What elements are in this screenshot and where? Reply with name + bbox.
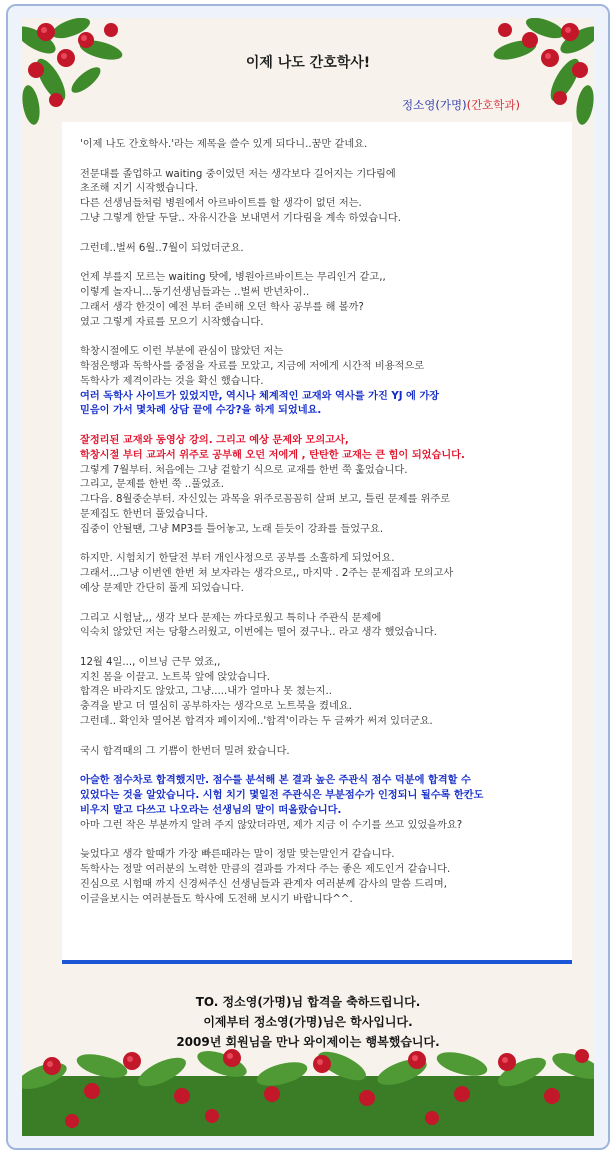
page-frame xyxy=(6,4,610,1150)
body-line: 여러 독학사 사이트가 있었지만, 역시나 체계적인 교재와 역사를 가진 YJ 에 가장 xyxy=(80,390,440,402)
body-line: 그리고, 문제를 한번 쭉 ..풀었죠. xyxy=(80,479,224,491)
body-line: 익숙치 않았던 저는 당황스러웠고, 이번에는 떨어 졌구나.. 라고 생각 했었습니다. xyxy=(80,627,438,639)
congrats-line: 2009년 회원님을 만나 와이제이는 행복했습니다. xyxy=(176,1035,440,1049)
congratulations-message xyxy=(22,992,594,1052)
body-paragraph xyxy=(80,242,562,257)
body-line: 그래서 생각 한것이 예전 부터 준비해 오던 학사 공부를 해 볼까? xyxy=(80,301,364,313)
body-paragraph xyxy=(80,656,562,730)
body-line: 독학사가 제격이라는 것을 확신 했습니다. xyxy=(80,375,264,387)
body-line: 예상 문제만 간단히 풀게 되었습니다. xyxy=(80,582,244,594)
body-line: 믿음이 가서 몇차례 상담 끝에 수강?을 하게 되었네요. xyxy=(80,405,322,417)
body-line: 아마 그런 작은 부분까지 알려 주지 않았더라면, 제가 지금 이 수기를 쓰고 있었을까요? xyxy=(80,819,463,831)
author-department: (간호학과) xyxy=(466,98,520,112)
body-line: 국시 합격때의 그 기쁨이 한번더 밀려 왔습니다. xyxy=(80,745,290,757)
body-line: 하지만. 시험치기 한달전 부터 개인사정으로 공부를 소홀하게 되었어요. xyxy=(80,553,395,565)
body-line: 잘정리된 교재와 동영상 강의. 그리고 예상 문제와 모의고사, xyxy=(80,434,349,446)
body-paragraph xyxy=(80,848,562,907)
body-line: 비우지 말고 다쓰고 나오라는 선생님의 말이 떠올랐습니다. xyxy=(80,804,342,816)
body-line: 늦었다고 생각 할때가 가장 빠른때라는 말이 정말 맞는말인거 같습니다. xyxy=(80,849,395,861)
body-line: '이제 나도 간호학사.'라는 제목을 쓸수 있게 되다니..꿈만 같네요. xyxy=(80,139,368,150)
author-line xyxy=(402,97,520,113)
body-line: 합격은 바라지도 않았고, 그냥.....내가 얼마나 못 쳤는지.. xyxy=(80,686,332,698)
body-line: 그냥 그렇게 한달 두달.. 자유시간을 보내면서 기다림을 계속 하였습니다. xyxy=(80,212,402,224)
body-line: 그래서...그냥 이번엔 한번 쳐 보자라는 생각으로,, 마지막 . 2주는 문제집과 모의고사 xyxy=(80,568,454,580)
body-line: 아슬한 점수차로 합격했지만. 점수를 분석해 본 결과 높은 주관식 점수 덕분에 합격할 수 xyxy=(80,775,471,787)
body-line: 그다음. 8월중순부터. 자신있는 과목을 위주로꼼꼼히 살펴 보고, 틀린 문제를 위주로 xyxy=(80,494,451,506)
body-paragraph xyxy=(80,552,562,596)
body-line: 진심으로 시험때 까지 신경써주신 선생님들과 관계자 여러분께 감사의 말씀 드리며, xyxy=(80,878,447,890)
body-paragraph xyxy=(80,745,562,760)
body-paragraph xyxy=(80,612,562,642)
author-name: 정소영(가명) xyxy=(402,98,467,112)
body-line: 전문대를 졸업하고 waiting 중이었던 저는 생각보다 길어지는 기다림에 xyxy=(80,168,396,180)
body-paragraph xyxy=(80,138,562,153)
rose-bouquet-top-right xyxy=(470,18,594,130)
body-line: 충격을 받고 더 열심히 공부하자는 생각으로 노트북을 켰네요. xyxy=(80,701,352,713)
body-paragraph xyxy=(80,434,562,538)
body-line: 지친 몸을 이끌고. 노트북 앞에 앉았습니다. xyxy=(80,671,270,683)
page-title: 이제 나도 간호학사! xyxy=(245,55,371,71)
body-line: 있었다는 것을 알았습니다. 시험 치기 몇일전 주관식은 부분점수가 인정되니 될수록 한칸도 xyxy=(80,790,484,802)
body-paragraph xyxy=(80,168,562,227)
body-paragraph xyxy=(80,774,562,833)
testimonial-body xyxy=(80,138,562,922)
body-line: 그런데.. 확인차 열어본 합격자 페이지에..'합격'이라는 두 글짜가 써져 있더군요. xyxy=(80,716,433,728)
body-line: 언제 부를지 모르는 waiting 탓에, 병원아르바이트는 무리인거 같고,, xyxy=(80,272,386,284)
body-paragraph xyxy=(80,345,562,419)
body-line: 문제집도 한번더 풀었습니다. xyxy=(80,508,208,520)
body-line: 그런데..벌써 6월..7월이 되었더군요. xyxy=(80,242,244,254)
body-line: 이렇게 놀자니...동기선생님들과는 ..벌써 반년차이.. xyxy=(80,286,310,298)
body-line: 12월 4일..., 이브닝 근무 였죠,, xyxy=(80,656,221,668)
body-line: 초조해 지기 시작했습니다. xyxy=(80,183,198,195)
body-line: 독학사는 정말 여러분의 노력한 만큼의 결과를 가져다 주는 좋은 제도인거 같습니다. xyxy=(80,864,451,876)
body-paragraph xyxy=(80,271,562,330)
body-line: 집중이 안될땐, 그냥 MP3를 틀어놓고, 노래 듣듯이 강좌를 들었구요. xyxy=(80,523,384,535)
body-line: 였고 그렇게 자료를 모으기 시작했습니다. xyxy=(80,316,264,328)
body-line: 그리고 시험날,,, 생각 보다 문제는 까다로웠고 특히나 주관식 문제에 xyxy=(80,612,382,624)
section-divider xyxy=(62,960,572,964)
congrats-line: TO. 정소영(가명)님 합격을 축하드립니다. xyxy=(195,995,421,1009)
body-line: 학창시절 부터 교과서 위주로 공부해 오던 저에게 , 탄탄한 교재는 큰 힘이 되었습니다. xyxy=(80,449,465,461)
rose-bouquet-top-left xyxy=(22,18,146,130)
testimonial-card xyxy=(22,18,594,1136)
body-line: 다른 선생님들처럼 병원에서 아르바이트를 할 생각이 없던 저는. xyxy=(80,198,362,210)
body-line: 이글을보시는 여러분들도 학사에 도전해 보시기 바랍니다^^. xyxy=(80,893,353,905)
congrats-line: 이제부터 정소영(가명)님은 학사입니다. xyxy=(203,1015,413,1029)
body-line: 학점은행과 독학사를 중점을 자료를 모았고, 지금에 저에게 시간적 비용적으로 xyxy=(80,360,425,372)
body-line: 학창시절에도 이런 부분에 관심이 많았던 저는 xyxy=(80,346,284,358)
body-line: 그렇게 7월부터. 처음에는 그냥 겉할기 식으로 교재를 한번 쭉 훑었습니다. xyxy=(80,464,408,476)
